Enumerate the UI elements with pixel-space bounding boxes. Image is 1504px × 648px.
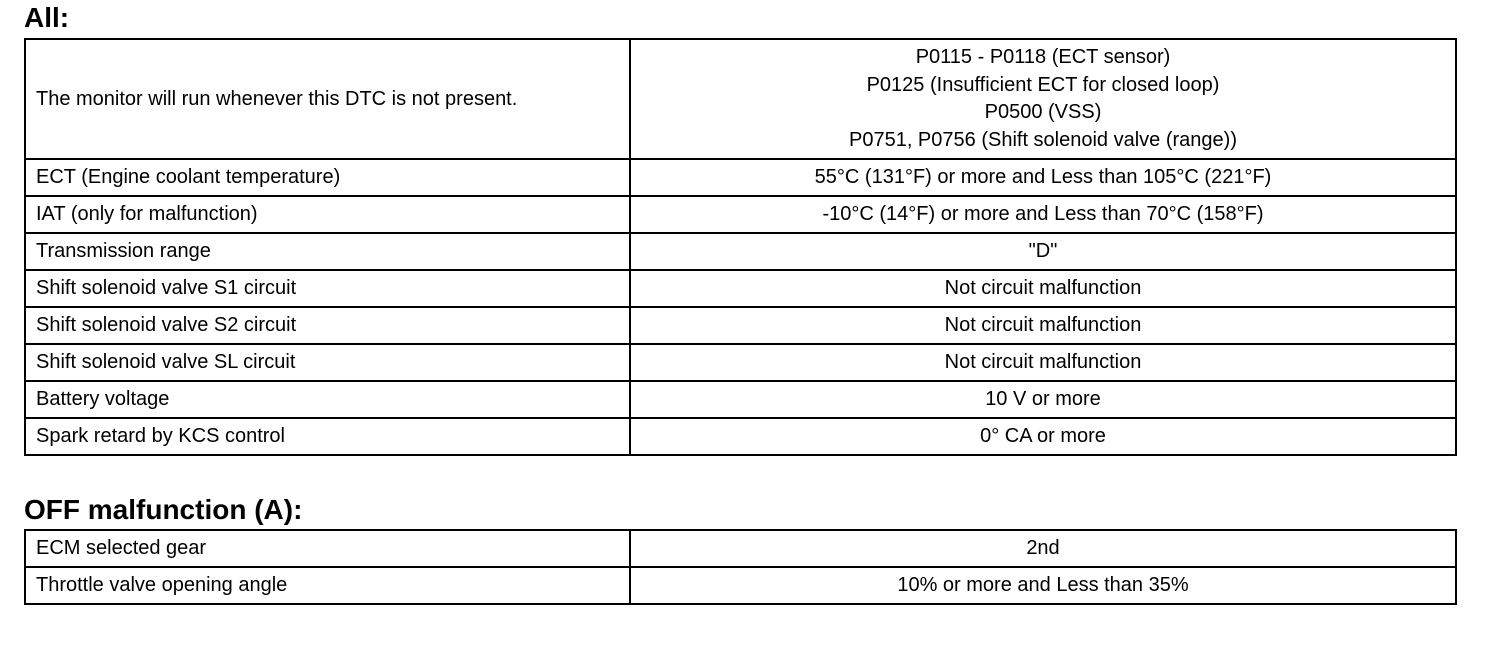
- conditions-table-all: [24, 38, 1457, 456]
- table-row: [25, 307, 1456, 344]
- table-row: [25, 196, 1456, 233]
- value-cell: 10% or more and Less than 35%: [630, 567, 1456, 604]
- dtc-line: P0751, P0756 (Shift solenoid valve (range)): [848, 128, 1237, 151]
- table-row: [25, 567, 1456, 604]
- condition-cell: Shift solenoid valve S1 circuit: [25, 270, 630, 307]
- value-cell: 2nd: [630, 530, 1456, 567]
- condition-cell: The monitor will run whenever this DTC is not present.: [25, 39, 630, 159]
- condition-cell: Shift solenoid valve SL circuit: [25, 344, 630, 381]
- section-title-off-malfunction: OFF malfunction (A):: [24, 494, 303, 525]
- condition-cell: Battery voltage: [25, 381, 630, 418]
- condition-cell: ECM selected gear: [25, 530, 630, 567]
- section-title-all: All:: [24, 2, 70, 33]
- value-cell: 0° CA or more: [630, 418, 1456, 455]
- condition-cell: Transmission range: [25, 233, 630, 270]
- condition-cell: Shift solenoid valve S2 circuit: [25, 307, 630, 344]
- condition-cell: ECT (Engine coolant temperature): [25, 159, 630, 196]
- value-cell: Not circuit malfunction: [630, 270, 1456, 307]
- value-cell: 55°C (131°F) or more and Less than 105°C (221°F): [630, 159, 1456, 196]
- condition-cell: Spark retard by KCS control: [25, 418, 630, 455]
- conditions-table-off-malfunction: [24, 529, 1457, 605]
- table-row: [25, 233, 1456, 270]
- dtc-line: P0500 (VSS): [984, 101, 1102, 123]
- dtc-line: P0115 - P0118 (ECT sensor): [915, 46, 1171, 68]
- table-row: [25, 39, 1456, 159]
- table-row: [25, 530, 1456, 567]
- condition-cell: Throttle valve opening angle: [25, 567, 630, 604]
- value-cell: Not circuit malfunction: [630, 344, 1456, 381]
- table-row: [25, 418, 1456, 455]
- table-row: [25, 344, 1456, 381]
- value-cell: -10°C (14°F) or more and Less than 70°C (158°F): [630, 196, 1456, 233]
- value-cell: "D": [630, 233, 1456, 270]
- dtc-line: P0125 (Insufficient ECT for closed loop): [866, 73, 1220, 96]
- table-row: [25, 270, 1456, 307]
- value-cell: 10 V or more: [630, 381, 1456, 418]
- table-row: [25, 159, 1456, 196]
- condition-cell: IAT (only for malfunction): [25, 196, 630, 233]
- table-row: [25, 381, 1456, 418]
- value-cell: [630, 39, 1456, 159]
- value-cell: Not circuit malfunction: [630, 307, 1456, 344]
